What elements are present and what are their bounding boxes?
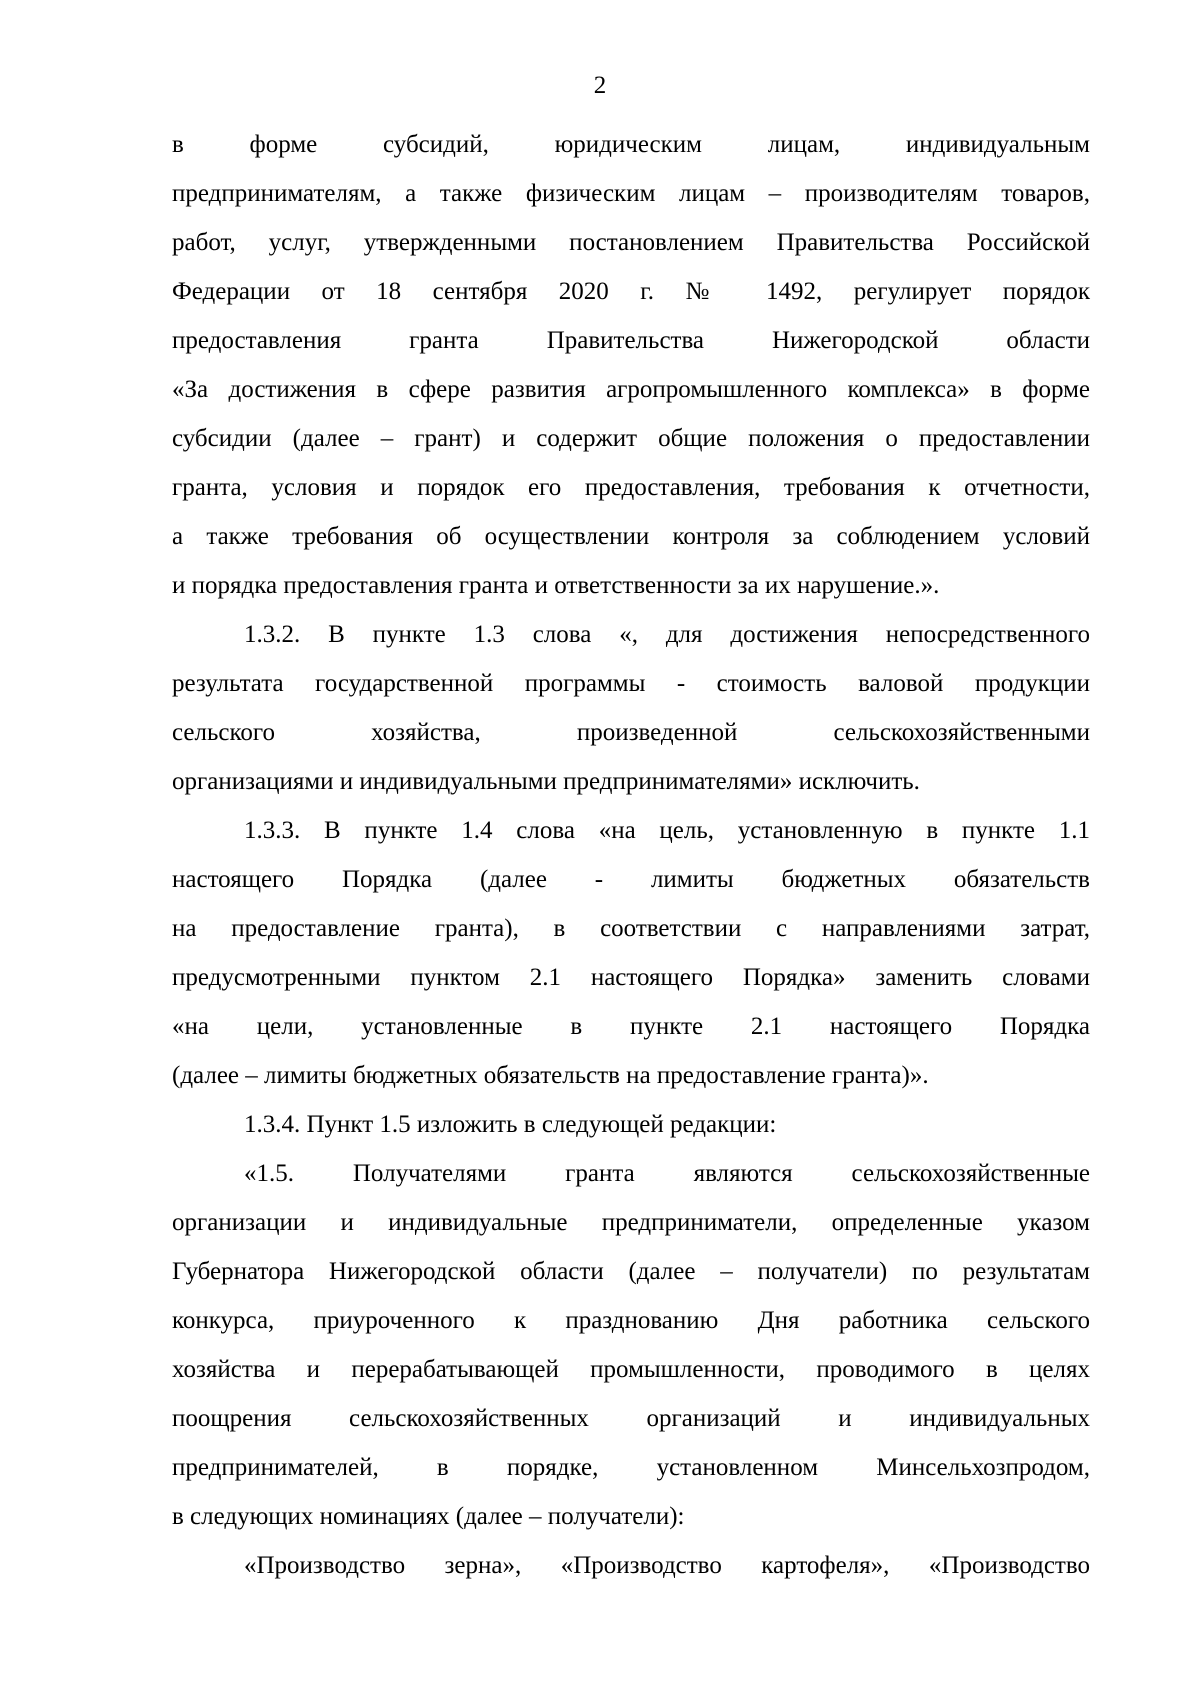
text-line: настоящего Порядка (далее - лимиты бюджетных обязательств <box>172 866 1090 893</box>
text-line: предпринимателям, а также физическим лицам – производителям товаров, <box>172 180 1090 207</box>
text-line: Федерации от 18 сентября 2020 г. № 1492, регулирует порядок <box>172 278 1090 305</box>
text-line: предпринимателей, в порядке, установленном Минсельхозпродом, <box>172 1454 1090 1481</box>
text-line: в следующих номинациях (далее – получатели): <box>172 1503 685 1530</box>
text-line: работ, услуг, утвержденными постановлением Правительства Российской <box>172 229 1090 256</box>
page-number: 2 <box>593 72 607 99</box>
text-line: «1.5. Получателями гранта являются сельскохозяйственные <box>244 1160 1090 1187</box>
text-line: конкурса, приуроченного к празднованию Дня работника сельского <box>172 1307 1090 1334</box>
text-line: 1.3.2. В пункте 1.3 слова «, для достижения непосредственного <box>244 621 1090 648</box>
document-body <box>172 120 1090 1590</box>
text-line: поощрения сельскохозяйственных организаций и индивидуальных <box>172 1405 1090 1432</box>
text-line: «Производство зерна», «Производство картофеля», «Производство <box>244 1552 1090 1579</box>
text-line: результата государственной программы - стоимость валовой продукции <box>172 670 1090 697</box>
text-line: субсидии (далее – грант) и содержит общие положения о предоставлении <box>172 425 1090 452</box>
text-line: а также требования об осуществлении контроля за соблюдением условий <box>172 523 1090 550</box>
text-line: гранта, условия и порядок его предоставления, требования к отчетности, <box>172 474 1090 501</box>
text-line: «За достижения в сфере развития агропромышленного комплекса» в форме <box>172 376 1090 403</box>
text-line: 1.3.4. Пункт 1.5 изложить в следующей редакции: <box>244 1111 777 1138</box>
text-line: в форме субсидий, юридическим лицам, индивидуальным <box>172 131 1090 158</box>
text-line: «на цели, установленные в пункте 2.1 настоящего Порядка <box>172 1013 1090 1040</box>
text-line: предусмотренными пунктом 2.1 настоящего Порядка» заменить словами <box>172 964 1090 991</box>
text-line: предоставления гранта Правительства Нижегородской области <box>172 327 1090 354</box>
text-line: организациями и индивидуальными предпринимателями» исключить. <box>172 768 920 795</box>
text-line: хозяйства и перерабатывающей промышленности, проводимого в целях <box>172 1356 1090 1383</box>
text-line: Губернатора Нижегородской области (далее – получатели) по результатам <box>172 1258 1090 1285</box>
text-line: организации и индивидуальные предприниматели, определенные указом <box>172 1209 1090 1236</box>
text-line: 1.3.3. В пункте 1.4 слова «на цель, установленную в пункте 1.1 <box>244 817 1090 844</box>
text-line: сельского хозяйства, произведенной сельскохозяйственными <box>172 719 1090 746</box>
text-line: на предоставление гранта), в соответствии с направлениями затрат, <box>172 915 1090 942</box>
text-line: и порядка предоставления гранта и ответственности за их нарушение.». <box>172 572 940 599</box>
text-line: (далее – лимиты бюджетных обязательств на предоставление гранта)». <box>172 1062 929 1089</box>
